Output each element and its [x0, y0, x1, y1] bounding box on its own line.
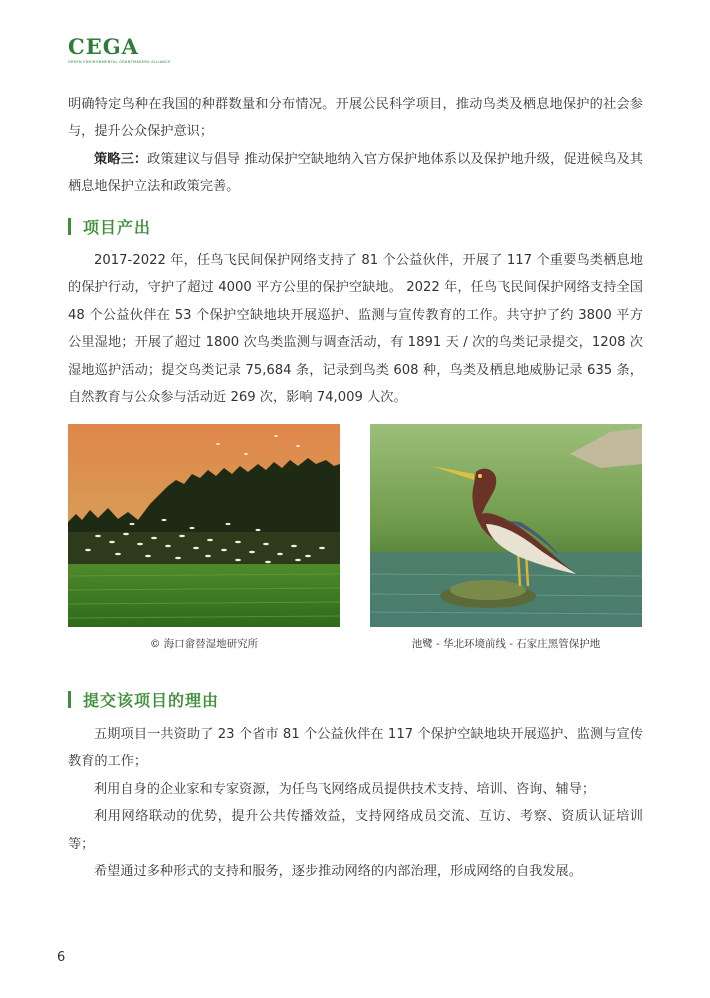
photo-caption-1: © 海口畲替湿地研究所 — [149, 638, 259, 650]
section-title-reasons — [68, 688, 219, 711]
egret-flock-image — [68, 424, 340, 627]
section-title-text: 项目产出 — [83, 218, 152, 237]
section-title-outputs — [68, 215, 151, 238]
reason-paragraph: 利用网络联动的优势，提升公共传播效益，支持网络成员交流、互访、考察、资质认证培训等； — [68, 809, 643, 852]
reason-paragraph: 利用自身的企业家和专家资源，为任鸟飞网络成员提供技术支持、培训、咨询、辅导； — [94, 781, 596, 797]
intro-paragraph: 明确特定鸟种在我国的种群数量和分布情况。开展公民科学项目，推动鸟类及栖息地保护的社会参与，提升公众保护意识； — [68, 97, 643, 140]
photo-caption-2: 池鹭 - 华北环境前线 - 石家庄黑管保护地 — [411, 638, 601, 650]
pond-heron-image — [370, 424, 642, 627]
strategy-three-paragraph — [68, 146, 643, 201]
page-number: 6 — [57, 950, 66, 965]
egret-flock-photo — [68, 424, 340, 627]
strategy-three-label: 策略三： — [94, 151, 148, 167]
outputs-paragraph: 2017-2022 年，任鸟飞民间保护网络支持了 81 个公益伙伴，开展了 117 个重要鸟类栖息地的保护行动，守护了超过 4000 平方公里的保护空缺地。 2022 年，任鸟飞民间保护网络支持全国 48 个公益伙伴在 53 个保护空缺地块开展巡护、监测与宣传教育的工作。共守护了约 3800 平方公里湿地；开展了超过 1800 次鸟类监测与调查活动，有 1891 天 / 次的鸟类记录提交，1208 次湿地巡护活动；提交鸟类记录 75,684 条，记录到鸟类 608 种，鸟类及栖息地威胁记录 635 条，自然教育与公众参与活动近 269 次，影响 74,009 人次。 — [68, 253, 643, 406]
pond-heron-photo — [370, 424, 642, 627]
section-accent-bar — [68, 218, 71, 235]
reasons-block — [68, 721, 643, 885]
logo-text: CEGA — [68, 34, 139, 59]
strategy-three-text: 政策建议与倡导 推动保护空缺地纳入官方保护地体系以及保护地升级，促进候鸟及其栖息地保护立法和政策完善。 — [68, 151, 643, 195]
section-title-text: 提交该项目的理由 — [83, 691, 220, 710]
logo-subtitle: GREEN ENVIRONMENTAL GRANTMAKERS ALLIANCE — [68, 59, 171, 64]
intro-block — [68, 91, 643, 201]
reason-paragraph: 五期项目一共资助了 23 个省市 81 个公益伙伴在 117 个保护空缺地块开展巡护、监测与宣传教育的工作； — [68, 727, 643, 770]
reason-paragraph: 希望通过多种形式的支持和服务，逐步推动网络的内部治理，形成网络的自我发展。 — [94, 864, 582, 880]
section-accent-bar — [68, 691, 71, 708]
outputs-block — [68, 247, 643, 411]
cega-logo — [68, 34, 171, 68]
